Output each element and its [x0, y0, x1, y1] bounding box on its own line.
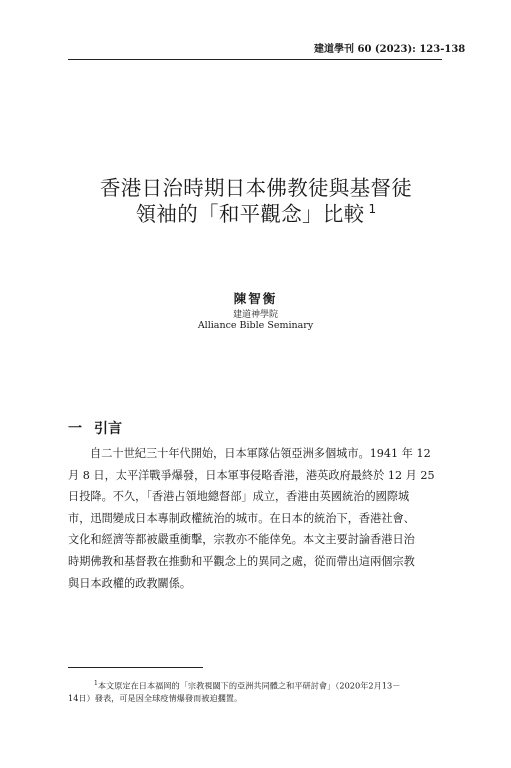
author-affiliation-en: Alliance Bible Seminary [197, 320, 314, 331]
footnote-rule [68, 667, 203, 668]
paragraph-line: 與日本政權的政教關係。 [68, 576, 192, 590]
footnote-marker: 1 [94, 680, 98, 687]
paragraph-line: 月 8 日，太平洋戰爭爆發，日本軍事侵略香港，港英政府最終於 12 月 25 [68, 468, 435, 482]
section-heading [68, 418, 122, 438]
author-affiliation-zh: 建道神學院 [232, 310, 278, 320]
footnote-line-2: 14日）發表，可是因全球疫情爆發而被迫擱置。 [68, 693, 243, 703]
title-line-1: 香港日治時期日本佛教徒與基督徒 [100, 176, 412, 200]
paragraph-line: 時期佛教和基督教在推動和平觀念上的異同之處，從而帶出這兩個宗教 [68, 554, 415, 568]
intro-paragraph [68, 443, 444, 594]
paragraph-line: 文化和經濟等都被嚴重衝擊，宗教亦不能倖免。本文主要討論香港日治 [68, 533, 415, 547]
title-line-2 [60, 201, 452, 230]
header-rule [68, 59, 442, 60]
paragraph-line: 日投降。不久，「香港占領地總督部」成立，香港由英國統治的國際城 [68, 490, 410, 504]
paragraph-line: 自二十世紀三十年代開始，日本軍隊佔領亞洲多個城市。1941 年 12 [90, 447, 431, 460]
section-title: 引言 [94, 421, 122, 437]
running-head: 建道學刊 60 (2023): 123-138 [314, 44, 466, 55]
author-name: 陳智衡 [233, 291, 278, 306]
title-line-2-text: 領袖的「和平觀念」比較 [135, 202, 365, 226]
title-footnote-marker[interactable]: 1 [368, 202, 377, 216]
footnote-text-1: 本文原定在日本福岡的「宗教視閾下的亞洲共同體之和平研討會」（2020年2月13－ [97, 680, 401, 691]
paragraph-line: 市，迅間變成日本專制政權統治的城市。在日本的統治下，香港社會、 [68, 511, 415, 525]
section-number: 一 [68, 421, 82, 437]
